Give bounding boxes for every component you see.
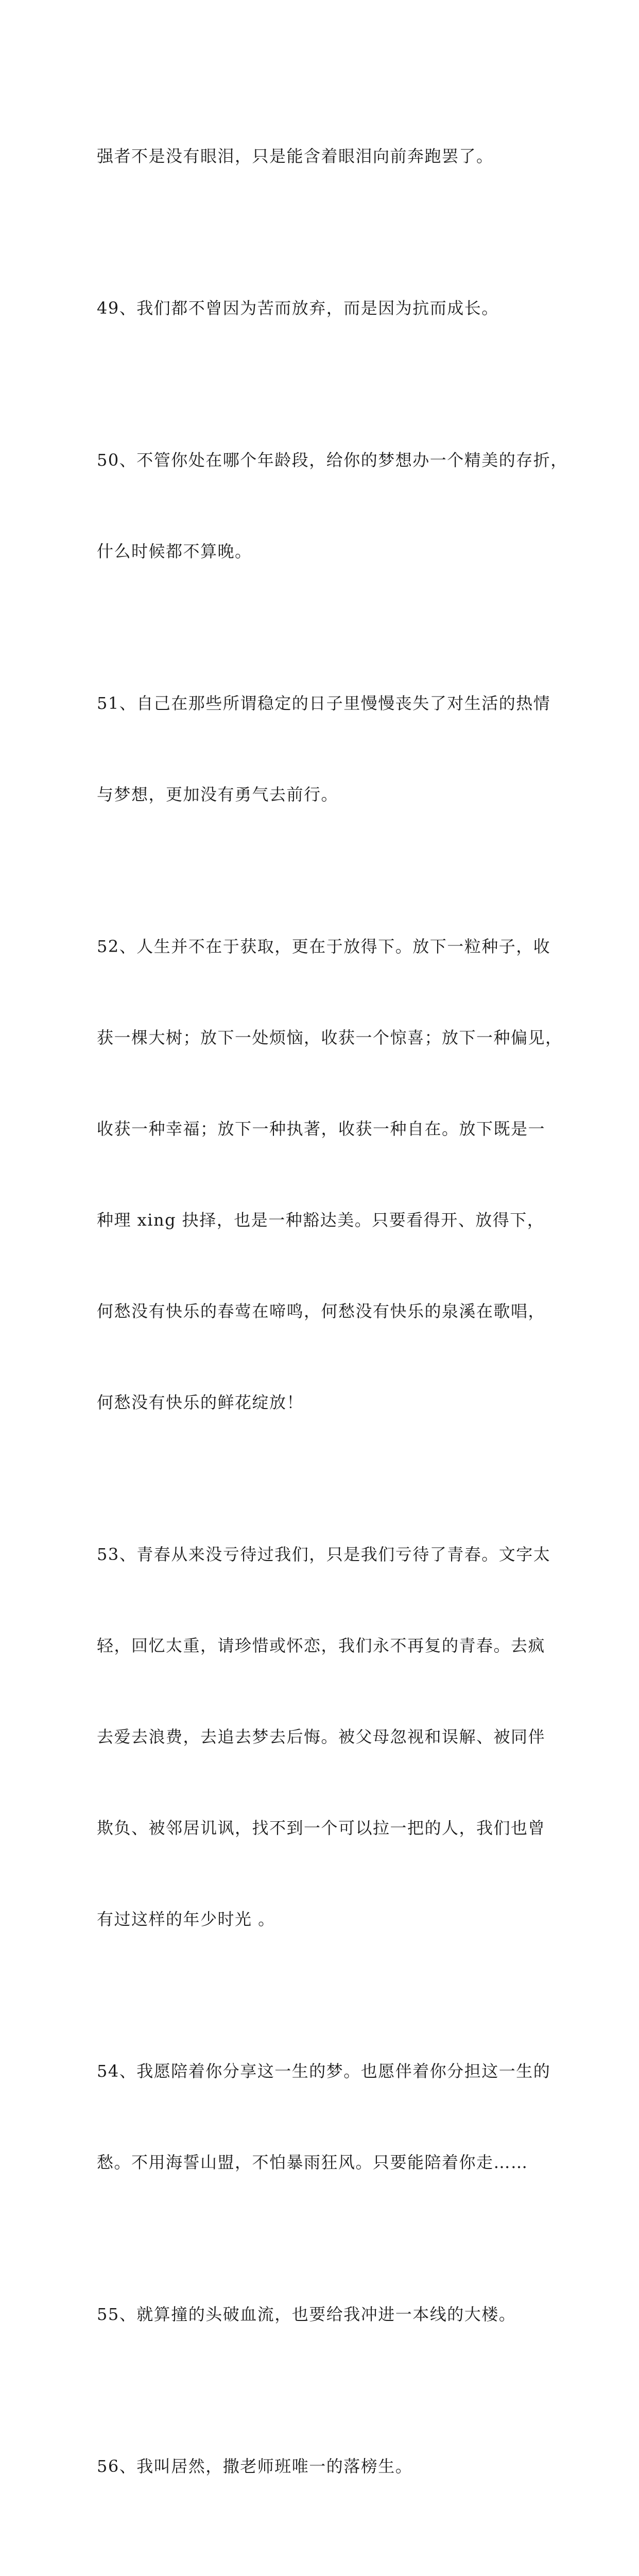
paragraph-50: [97, 384, 568, 628]
text-line: 54、我愿陪着你分享这一生的梦。也愿伴着你分担这一生的: [97, 2061, 551, 2081]
text-line: 欺负、被邻居讥讽，找不到一个可以拉一把的人，我们也曾: [97, 1818, 546, 1838]
text-line: 53、青春从来没亏待过我们，只是我们亏待了青春。文字太: [97, 1545, 551, 1564]
text-line: 愁。不用海誓山盟，不怕暴雨狂风。只要能陪着你走……: [97, 2153, 528, 2172]
paragraph-53: [97, 1479, 550, 1995]
paragraph-57: [97, 2543, 550, 2576]
document-body: [97, 80, 568, 2576]
text-line: 56、我叫居然，撒老师班唯一的落榜生。: [97, 2456, 413, 2476]
text-line: 轻，回忆太重，请珍惜或怀恋，我们永不再复的青春。去疯: [97, 1636, 546, 1655]
text-line: 何愁没有快乐的春莺在啼鸣，何愁没有快乐的泉溪在歌唱，: [97, 1301, 546, 1321]
text-line: 与梦想，更加没有勇气去前行。: [97, 785, 339, 804]
text-line: 51、自己在那些所谓稳定的日子里慢慢丧失了对生活的热情: [97, 693, 551, 713]
text-line: 49、我们都不曾因为苦而放弃，而是因为抗而成长。: [97, 298, 499, 318]
text-line: 什么时候都不算晚。: [97, 541, 252, 561]
paragraph-52: [97, 871, 563, 1479]
paragraph-54: [97, 1995, 550, 2239]
text-line: 有过这样的年少时光 。: [97, 1909, 275, 1929]
text-line: 获一棵大树；放下一处烦恼，收获一个惊喜；放下一种偏见，: [97, 1028, 563, 1047]
text-line: 55、就算撞的头破血流，也要给我冲进一本线的大楼。: [97, 2304, 516, 2324]
paragraph-48-continued: [97, 80, 550, 232]
text-line: 去爱去浪费，去追去梦去后悔。被父母忽视和误解、被同伴: [97, 1727, 546, 1747]
text-line: 收获一种幸福；放下一种执著，收获一种自在。放下既是一: [97, 1119, 546, 1139]
text-line: 何愁没有快乐的鲜花绽放！: [97, 1393, 304, 1412]
paragraph-55: [97, 2239, 550, 2391]
paragraph-56: [97, 2391, 550, 2543]
text-line: 52、人生并不在于获取，更在于放得下。放下一粒种子，收: [97, 937, 551, 956]
text-line: 种理 xing 抉择，也是一种豁达美。只要看得开、放得下，: [97, 1210, 545, 1230]
paragraph-49: [97, 232, 550, 384]
text-line: 50、不管你处在哪个年龄段，给你的梦想办一个精美的存折，: [97, 450, 568, 470]
paragraph-51: [97, 628, 550, 871]
text-line: 强者不是没有眼泪，只是能含着眼泪向前奔跑罢了。: [97, 146, 494, 166]
